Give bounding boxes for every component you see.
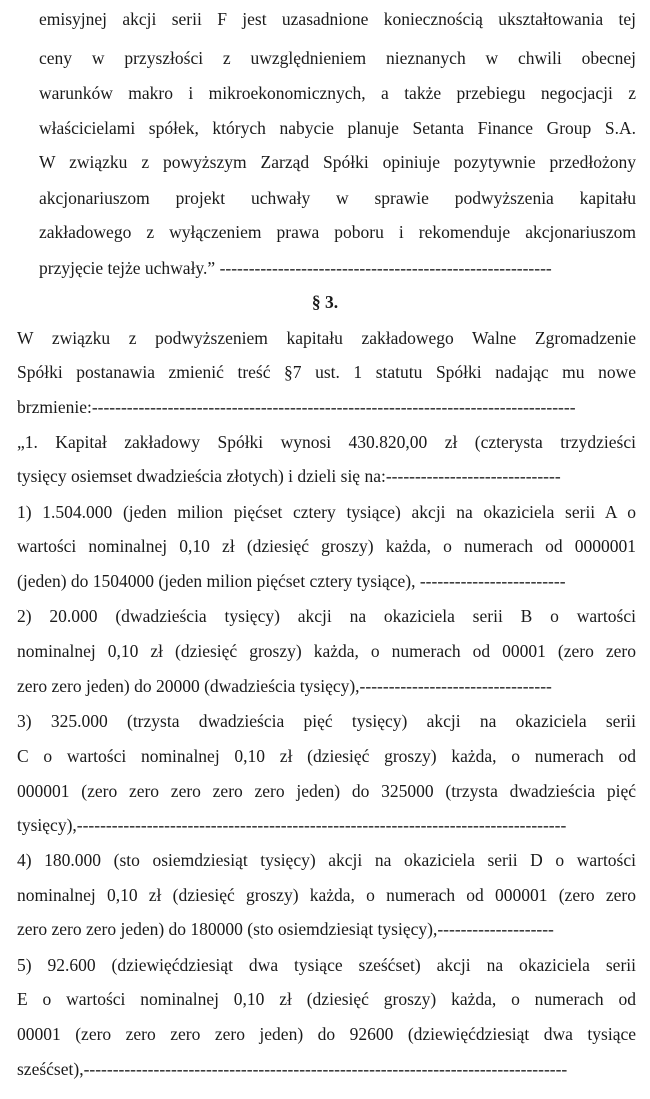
- paragraph-2-line-2: Spółki postanawia zmienić treść §7 ust. 1 statutu Spółki nadając mu nowe: [17, 362, 636, 382]
- paragraph-2-line-1: W związku z podwyższeniem kapitału zakładowego Walne Zgromadzenie: [17, 328, 636, 348]
- paragraph-2-line-3: brzmienie:-----------------------------------------------------------------------------------: [17, 397, 576, 417]
- paragraph-2-line-5: tysięcy osiemset dwadzieścia złotych) i dzieli się na:------------------------------: [17, 466, 561, 486]
- paragraph-2-line-9: 2) 20.000 (dwadzieścia tysięcy) akcji na okaziciela serii B o wartości: [17, 606, 636, 626]
- paragraph-2-line-17: nominalnej 0,10 zł (dziesięć groszy) każda, o numerach od 000001 (zero zero: [17, 885, 636, 905]
- paragraph-1-line-8: przyjęcie tejże uchwały.” ---------------------------------------------------------: [39, 258, 552, 278]
- paragraph-2-line-19: 5) 92.600 (dziewięćdziesiąt dwa tysiące sześćset) akcji na okaziciela serii: [17, 955, 636, 975]
- paragraph-2-line-22: sześćset),-----------------------------------------------------------------------------------: [17, 1059, 568, 1079]
- paragraph-2-line-7: wartości nominalnej 0,10 zł (dziesięć groszy) każda, o numerach od 0000001: [17, 536, 636, 556]
- paragraph-2-line-8: (jeden) do 1504000 (jeden milion pięćset cztery tysiące), -------------------------: [17, 571, 566, 591]
- paragraph-2-line-21: 00001 (zero zero zero zero jeden) do 92600 (dziewięćdziesiąt dwa tysiące: [17, 1024, 636, 1044]
- paragraph-2-line-15: tysięcy),------------------------------------------------------------------------------------: [17, 815, 567, 835]
- paragraph-2-line-6: 1) 1.504.000 (jeden milion pięćset cztery tysiące) akcji na okaziciela serii A o: [17, 502, 636, 522]
- paragraph-2-line-12: 3) 325.000 (trzysta dwadzieścia pięć tysięcy) akcji na okaziciela serii: [17, 711, 636, 731]
- paragraph-1-line-1: emisyjnej akcji serii F jest uzasadnione koniecznością ukształtowania tej: [39, 9, 636, 29]
- paragraph-2-line-13: C o wartości nominalnej 0,10 zł (dziesięć groszy) każda, o numerach od: [17, 746, 636, 766]
- paragraph-2-line-14: 000001 (zero zero zero zero zero jeden) do 325000 (trzysta dwadzieścia pięć: [17, 781, 636, 801]
- paragraph-1-line-2: ceny w przyszłości z uwzględnieniem nieznanych w chwili obecnej: [39, 48, 636, 68]
- paragraph-1-line-7: zakładowego z wyłączeniem prawa poboru i rekomenduje akcjonariuszom: [39, 222, 636, 242]
- paragraph-2-line-4: „1. Kapitał zakładowy Spółki wynosi 430.820,00 zł (czterysta trzydzieści: [17, 432, 636, 452]
- paragraph-2-line-11: zero zero jeden) do 20000 (dwadzieścia tysięcy),---------------------------------: [17, 676, 552, 696]
- paragraph-2-line-16: 4) 180.000 (sto osiemdziesiąt tysięcy) akcji na okaziciela serii D o wartości: [17, 850, 636, 870]
- paragraph-1-line-5: W związku z powyższym Zarząd Spółki opiniuje pozytywnie przedłożony: [39, 152, 636, 172]
- paragraph-2-line-20: E o wartości nominalnej 0,10 zł (dziesięć groszy) każda, o numerach od: [17, 989, 636, 1009]
- paragraph-2-line-18: zero zero zero jeden) do 180000 (sto osiemdziesiąt tysięcy),--------------------: [17, 919, 554, 939]
- paragraph-1-line-6: akcjonariuszom projekt uchwały w sprawie podwyższenia kapitału: [39, 188, 636, 208]
- paragraph-1-line-3: warunków makro i mikroekonomicznych, a także przebiegu negocjacji z: [39, 83, 636, 103]
- paragraph-2-line-10: nominalnej 0,10 zł (dziesięć groszy) każda, o numerach od 00001 (zero zero: [17, 641, 636, 661]
- paragraph-1-line-4: właścicielami spółek, których nabycie planuje Setanta Finance Group S.A.: [39, 118, 636, 138]
- section-heading: § 3.: [311, 292, 339, 312]
